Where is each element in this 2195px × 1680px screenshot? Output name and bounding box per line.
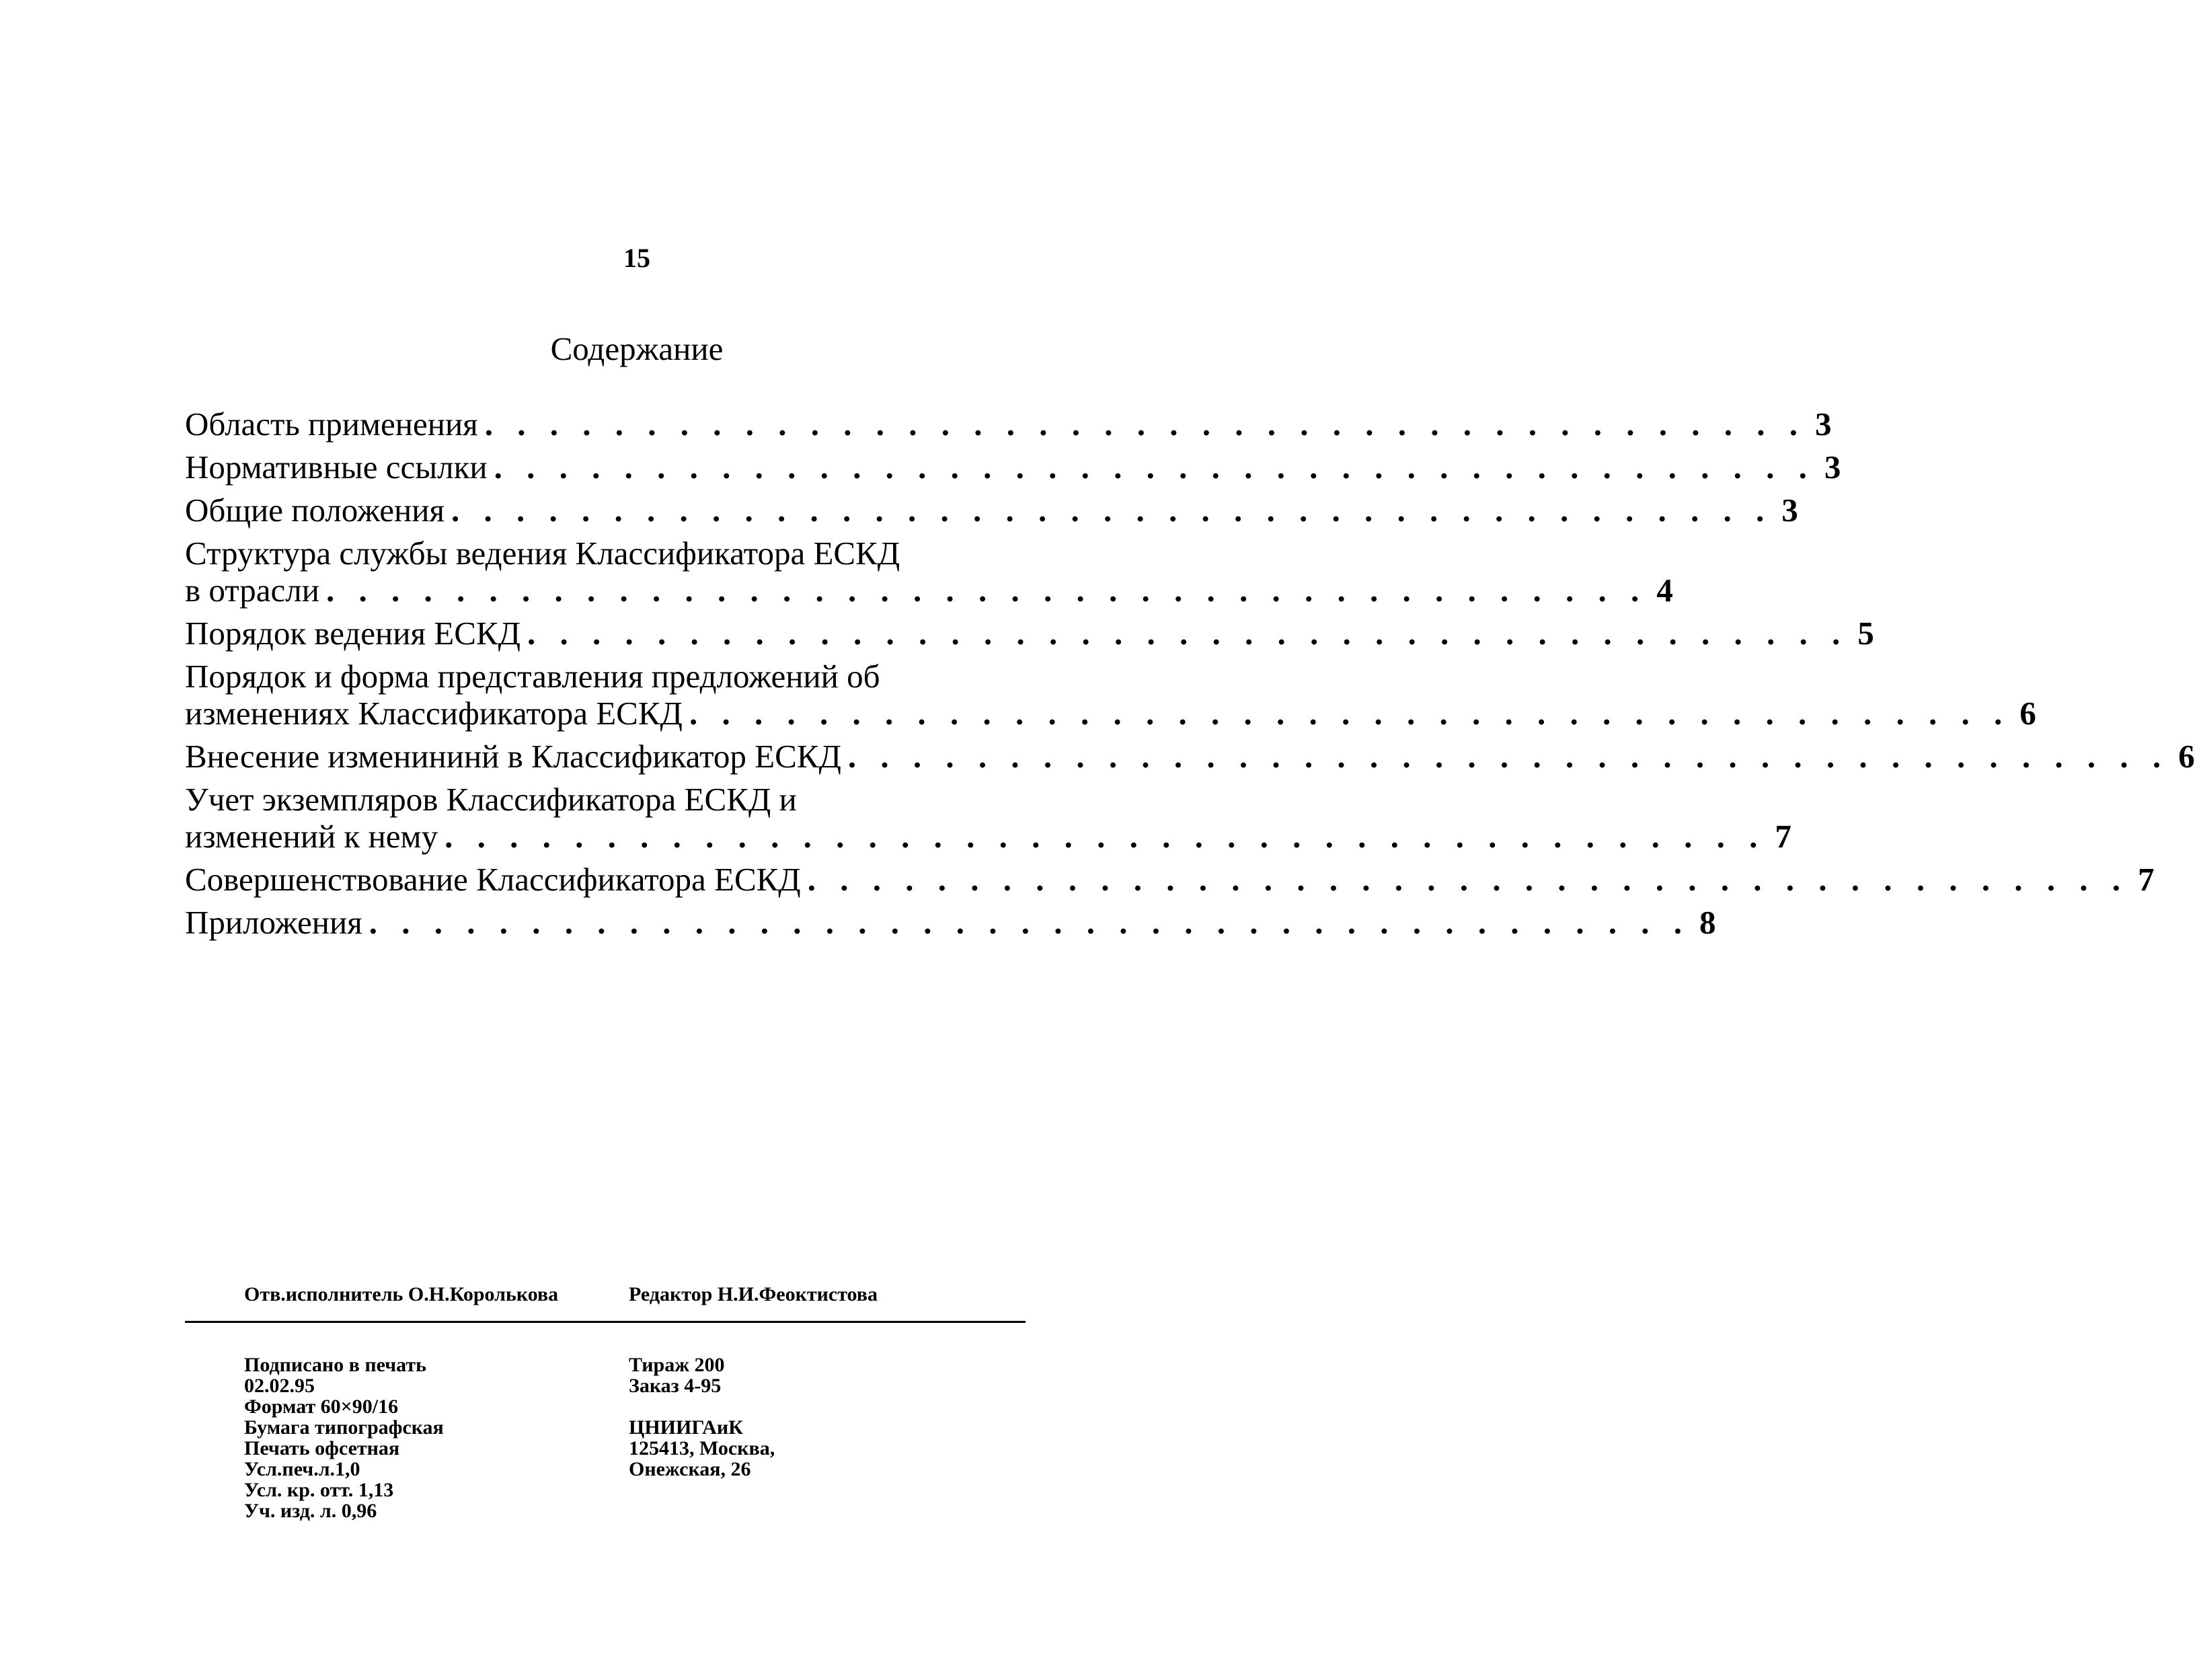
dot-leader: . . . . . . . . . . . . . . . . . . . . . . . . . . . . . . . . . . . . . . . . . [325, 572, 1648, 609]
imprint-line: Заказ 4-95 [629, 1375, 722, 1397]
imprint-block [185, 1283, 1026, 1522]
imprint-line: Усл.печ.л.1,0 [244, 1458, 360, 1480]
toc-entry-text-line1: Учет экземпляров Классификатора ЕСКД и [185, 781, 797, 818]
dot-leader: . . . . . . . . . . . . . . . . . . . . . . . . . . . . . . . . . . . . . . . . . [451, 492, 1773, 529]
toc-entry-page: 6 [2178, 738, 2195, 775]
toc-title: Содержание [550, 330, 724, 367]
toc-entry-text-line1: Порядок и форма представления предложений об [185, 658, 880, 695]
imprint-line: Бумага типографская [244, 1416, 444, 1439]
spacer [629, 1396, 775, 1417]
toc-entry-text: Совершенствование Классификатора ЕСКД [185, 861, 801, 898]
toc-entry-page: 8 [1699, 904, 1716, 941]
imprint-line: Подписано в печать [244, 1354, 426, 1376]
toc-entry [185, 535, 1673, 609]
dot-leader: . . . . . . . . . . . . . . . . . . . . . . . . . . . . . . . . . . . . . . . . . [807, 861, 2128, 898]
toc-entry-page: 7 [1775, 818, 1792, 855]
toc-entry [185, 861, 2155, 898]
dot-leader: . . . . . . . . . . . . . . . . . . . . . . . . . . . . . . . . . . . . . . . . . [369, 904, 1691, 941]
toc-entry [185, 492, 1798, 529]
page-number: 15 [623, 243, 650, 273]
toc-entry [185, 658, 2036, 732]
imprint-line: 125413, Москва, [629, 1437, 775, 1459]
toc-entry-text: Нормативные ссылки [185, 449, 488, 486]
dot-leader: . . . . . . . . . . . . . . . . . . . . . . . . . . . . . . . . . . . . . . . . . [689, 695, 2011, 732]
imprint-line: Усл. кр. отт. 1,13 [244, 1479, 394, 1501]
toc-entry-text: изменениях Классификатора ЕСКД [185, 695, 683, 732]
imprint-line: Формат 60×90/16 [244, 1396, 399, 1418]
toc-entry [185, 615, 1874, 652]
imprint-right-column [629, 1354, 775, 1480]
imprint-line: Печать офсетная [244, 1437, 400, 1459]
divider-line [185, 1321, 1026, 1323]
dot-leader: . . . . . . . . . . . . . . . . . . . . . . . . . . . . . . . . . . . . . . . . . [527, 615, 1849, 652]
table-of-contents [185, 406, 2195, 947]
toc-entry [185, 449, 1841, 486]
imprint-line: 02.02.95 [244, 1375, 315, 1397]
toc-entry-text: изменений к нему [185, 818, 438, 855]
toc-entry [185, 406, 1832, 443]
dot-leader: . . . . . . . . . . . . . . . . . . . . . . . . . . . . . . . . . . . . . . . . . [847, 738, 2169, 775]
editor: Редактор Н.И.Феоктистова [629, 1283, 878, 1305]
toc-entry-text: Общие положения [185, 492, 445, 529]
toc-entry [185, 904, 1716, 941]
imprint-line: ЦНИИГАиК [629, 1416, 743, 1439]
imprint-header [185, 1283, 1026, 1315]
toc-entry-page: 7 [2138, 861, 2155, 898]
dot-leader: . . . . . . . . . . . . . . . . . . . . . . . . . . . . . . . . . . . . . . . . . [445, 818, 1766, 855]
toc-entry-text: Порядок ведения ЕСКД [185, 615, 521, 652]
toc-entry-page: 4 [1656, 572, 1673, 609]
toc-entry-page: 3 [1824, 449, 1841, 486]
imprint-line: Онежская, 26 [629, 1458, 751, 1480]
responsible-executor: Отв.исполнитель О.Н.Королькова [244, 1283, 559, 1305]
toc-entry-text: Внесение изменининй в Классификатор ЕСКД [185, 738, 841, 775]
dot-leader: . . . . . . . . . . . . . . . . . . . . . . . . . . . . . . . . . . . . . . . . . [494, 449, 1815, 486]
dot-leader: . . . . . . . . . . . . . . . . . . . . . . . . . . . . . . . . . . . . . . . . . [484, 406, 1806, 443]
toc-entry-text: в отрасли [185, 572, 319, 609]
toc-entry-page: 3 [1781, 492, 1798, 529]
toc-entry [185, 738, 2195, 775]
toc-entry-text-line1: Структура службы ведения Классификатора ЕСКД [185, 535, 900, 572]
toc-entry-text: Область применения [185, 406, 478, 443]
toc-entry-page: 5 [1857, 615, 1874, 652]
toc-entry-page: 6 [2019, 695, 2036, 732]
toc-entry [185, 781, 1792, 855]
imprint-line: Тираж 200 [629, 1354, 725, 1376]
toc-entry-text: Приложения [185, 904, 362, 941]
imprint-left-column [244, 1354, 444, 1521]
toc-entry-page: 3 [1814, 406, 1832, 443]
imprint-line: Уч. изд. л. 0,96 [244, 1500, 377, 1522]
